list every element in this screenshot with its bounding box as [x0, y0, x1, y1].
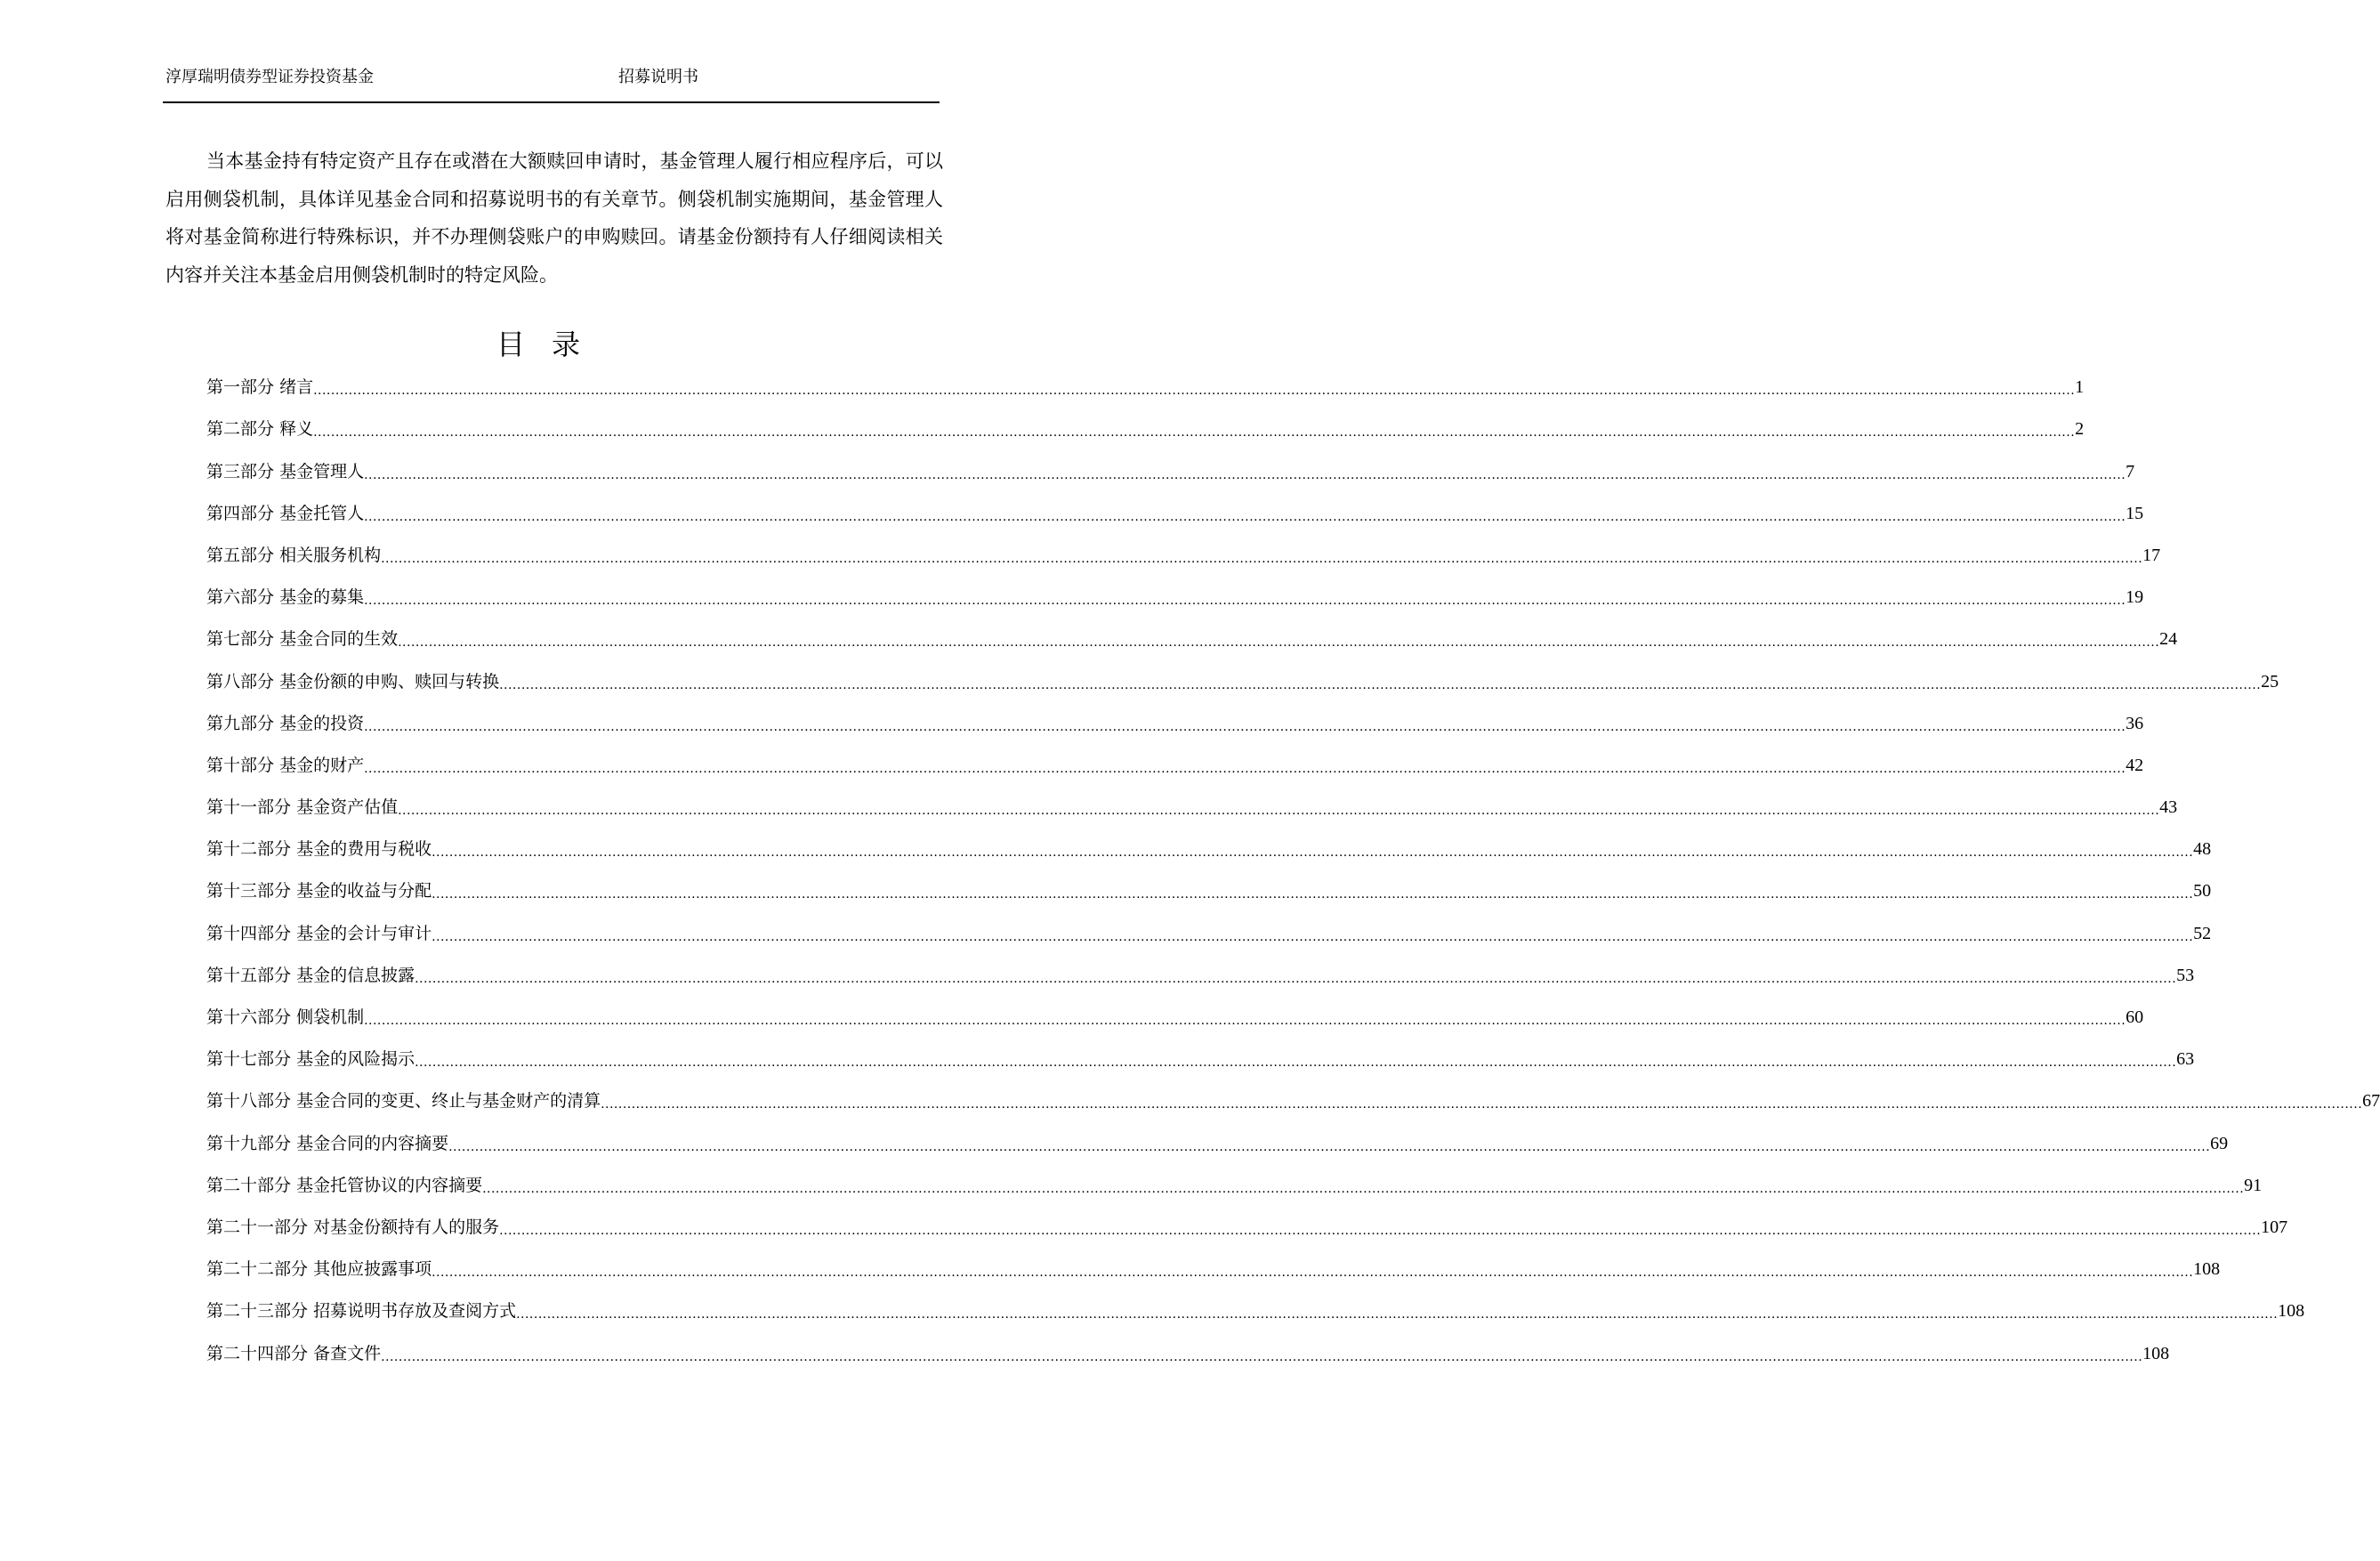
toc-entry-part: 第十七部分 [206, 1049, 292, 1070]
toc-entry-part: 第二十部分 [206, 1175, 292, 1195]
toc-entry-page: 67 [2362, 1091, 2380, 1112]
toc-entry-part: 第十八部分 [206, 1091, 292, 1112]
toc-entry-title: 基金的信息披露 [296, 965, 415, 985]
toc-entry-title: 绪言 [279, 377, 314, 398]
toc-leader-dots: ................................................................................................................................................................................................................................................................................................................................................................................................................ [313, 384, 2076, 399]
toc-entry-title: 基金合同的变更、终止与基金财产的清算 [296, 1091, 601, 1112]
toc-leader-dots: ................................................................................................................................................................................................................................................................................................................................................................................................................ [381, 551, 2143, 566]
toc-entry-title: 招募说明书存放及查阅方式 [313, 1301, 517, 1322]
toc-entry-page: 91 [2244, 1175, 2263, 1195]
toc-entry-title: 基金资产估值 [296, 797, 399, 818]
toc-entry-page: 107 [2261, 1217, 2288, 1237]
toc-entry[interactable] [206, 740, 2144, 781]
toc-entry[interactable] [206, 1117, 2229, 1159]
toc-entry-page: 42 [2126, 755, 2144, 775]
toc-leader-dots: ................................................................................................................................................................................................................................................................................................................................................................................................................ [398, 635, 2160, 651]
toc-entry-page: 17 [2142, 545, 2161, 565]
toc-leader-dots: ................................................................................................................................................................................................................................................................................................................................................................................................................ [364, 719, 2126, 734]
toc-entry[interactable] [206, 613, 2178, 655]
toc-entry-part: 第二十一部分 [206, 1217, 309, 1237]
toc-entry-title: 释义 [279, 419, 314, 440]
toc-entry-part: 第三部分 [206, 461, 275, 481]
toc-entry[interactable] [206, 1285, 2305, 1327]
toc-entry-page: 43 [2159, 797, 2178, 818]
toc-entry-part: 第二十三部分 [206, 1301, 309, 1322]
toc-leader-dots: ................................................................................................................................................................................................................................................................................................................................................................................................................ [432, 929, 2194, 944]
toc-entry-part: 第十二部分 [206, 839, 292, 860]
toc-entry-part: 第七部分 [206, 629, 275, 650]
toc-entry-page: 1 [2075, 377, 2085, 398]
toc-entry-title: 备查文件 [313, 1343, 382, 1363]
toc-entry-title: 相关服务机构 [279, 545, 382, 565]
toc-entry[interactable] [206, 1160, 2263, 1201]
toc-entry[interactable] [206, 403, 2085, 445]
toc-entry[interactable] [206, 361, 2085, 403]
toc-entry-page: 50 [2193, 881, 2212, 902]
toc-entry-part: 第十四部分 [206, 923, 292, 943]
toc-leader-dots: ................................................................................................................................................................................................................................................................................................................................................................................................................ [313, 425, 2076, 441]
header-fund-name: 淳厚瑞明债券型证券投资基金 [165, 68, 374, 86]
toc-entry-part: 第八部分 [206, 671, 275, 692]
toc-entry-part: 第六部分 [206, 587, 275, 608]
toc-entry-title: 基金托管协议的内容摘要 [296, 1175, 483, 1195]
toc-entry[interactable] [206, 1327, 2170, 1369]
toc-leader-dots: ................................................................................................................................................................................................................................................................................................................................................................................................................ [381, 1349, 2143, 1364]
toc-entry[interactable] [206, 571, 2144, 613]
toc-entry-part: 第二十二部分 [206, 1259, 309, 1280]
toc-entry-part: 第五部分 [206, 545, 275, 565]
toc-leader-dots: ................................................................................................................................................................................................................................................................................................................................................................................................................ [364, 594, 2126, 609]
intro-paragraph: 当本基金持有特定资产且存在或潜在大额赎回申请时，基金管理人履行相应程序后，可以启用侧袋机制，具体详见基金合同和招募说明书的有关章节。侧袋机制实施期间，基金管理人将对基金简称进行特殊标识，并不办理侧袋账户的申购赎回。请基金份额持有人仔细阅读相关内容并关注本基金启用侧袋机制时的特定风险。 [165, 150, 943, 286]
toc-entry-part: 第二十四部分 [206, 1343, 309, 1363]
toc-leader-dots: ................................................................................................................................................................................................................................................................................................................................................................................................................ [499, 677, 2262, 692]
toc-entry[interactable] [206, 698, 2144, 740]
toc-entry-title: 侧袋机制 [296, 1007, 365, 1027]
toc-leader-dots: ................................................................................................................................................................................................................................................................................................................................................................................................................ [415, 1055, 2177, 1071]
toc-entry-part: 第二部分 [206, 419, 275, 440]
toc-entry-page: 36 [2126, 713, 2144, 733]
toc-entry[interactable] [206, 823, 2212, 865]
toc-leader-dots: ................................................................................................................................................................................................................................................................................................................................................................................................................ [398, 804, 2160, 819]
toc-entry-title: 基金的风险揭示 [296, 1049, 415, 1070]
toc-leader-dots: ................................................................................................................................................................................................................................................................................................................................................................................................................ [364, 761, 2126, 776]
toc-entry[interactable] [206, 865, 2212, 907]
toc-entry-title: 基金份额的申购、赎回与转换 [279, 671, 500, 692]
toc-entry-part: 第十三部分 [206, 881, 292, 902]
toc-entry[interactable] [206, 907, 2212, 949]
toc-leader-dots: ................................................................................................................................................................................................................................................................................................................................................................................................................ [364, 1014, 2126, 1028]
toc-entry-page: 15 [2126, 503, 2144, 523]
toc-leader-dots: ................................................................................................................................................................................................................................................................................................................................................................................................................ [415, 971, 2177, 986]
toc-entry-part: 第九部分 [206, 713, 275, 733]
toc-leader-dots: ................................................................................................................................................................................................................................................................................................................................................................................................................ [482, 1181, 2245, 1196]
toc-entry[interactable] [206, 445, 2135, 487]
toc-entry-page: 108 [2193, 1259, 2221, 1280]
toc-entry-part: 第十五部分 [206, 965, 292, 985]
toc-leader-dots: ................................................................................................................................................................................................................................................................................................................................................................................................................ [364, 467, 2126, 482]
toc-leader-dots: ................................................................................................................................................................................................................................................................................................................................................................................................................ [432, 1266, 2194, 1281]
toc-entry[interactable] [206, 1243, 2221, 1285]
toc-entry[interactable] [206, 991, 2144, 1033]
toc-entry[interactable] [206, 1033, 2195, 1075]
toc-leader-dots: ................................................................................................................................................................................................................................................................................................................................................................................................................ [448, 1139, 2211, 1154]
toc-entry-title: 基金的投资 [279, 713, 365, 733]
toc-entry-part: 第十九部分 [206, 1133, 292, 1153]
toc-entry-page: 63 [2176, 1049, 2195, 1070]
toc-entry-title: 基金合同的内容摘要 [296, 1133, 449, 1153]
toc-entry-page: 19 [2126, 587, 2144, 608]
toc-entry-title: 基金的费用与税收 [296, 839, 432, 860]
toc-title: 目录 [496, 328, 607, 361]
toc-entry-title: 基金合同的生效 [279, 629, 399, 650]
toc-entry-title: 对基金份额持有人的服务 [313, 1217, 500, 1237]
toc-entry-title: 基金托管人 [279, 503, 365, 523]
toc-entry-page: 108 [2142, 1343, 2170, 1363]
toc-leader-dots: ................................................................................................................................................................................................................................................................................................................................................................................................................ [601, 1097, 2363, 1112]
toc-entry-part: 第十部分 [206, 755, 275, 775]
toc-leader-dots: ................................................................................................................................................................................................................................................................................................................................................................................................................ [364, 509, 2126, 524]
table-of-contents [206, 361, 2380, 1370]
toc-entry-page: 52 [2193, 923, 2212, 943]
toc-entry[interactable] [206, 1201, 2288, 1243]
toc-entry-page: 2 [2075, 419, 2085, 440]
toc-entry-page: 48 [2193, 839, 2212, 860]
toc-entry-part: 第十六部分 [206, 1007, 292, 1027]
header-doc-type: 招募说明书 [618, 68, 698, 86]
toc-entry-part: 第四部分 [206, 503, 275, 523]
header-rule [163, 101, 940, 103]
toc-entry[interactable] [206, 530, 2161, 571]
toc-leader-dots: ................................................................................................................................................................................................................................................................................................................................................................................................................ [432, 887, 2194, 902]
toc-entry-title: 基金管理人 [279, 461, 365, 481]
toc-entry-page: 69 [2210, 1133, 2229, 1153]
toc-entry-page: 7 [2126, 461, 2135, 481]
toc-entry-title: 基金的会计与审计 [296, 923, 432, 943]
toc-entry[interactable] [206, 950, 2195, 991]
toc-entry[interactable] [206, 655, 2279, 697]
toc-entry[interactable] [206, 488, 2144, 530]
toc-entry-page: 25 [2261, 671, 2279, 692]
toc-entry[interactable] [206, 781, 2178, 823]
toc-entry[interactable] [206, 1075, 2380, 1117]
toc-entry-title: 基金的收益与分配 [296, 881, 432, 902]
toc-entry-title: 基金的募集 [279, 587, 365, 608]
toc-leader-dots: ................................................................................................................................................................................................................................................................................................................................................................................................................ [432, 845, 2194, 861]
toc-leader-dots: ................................................................................................................................................................................................................................................................................................................................................................................................................ [499, 1223, 2262, 1238]
toc-entry-title: 其他应披露事项 [313, 1259, 432, 1280]
toc-entry-part: 第一部分 [206, 377, 275, 398]
toc-entry-title: 基金的财产 [279, 755, 365, 775]
toc-entry-page: 60 [2126, 1007, 2144, 1027]
toc-entry-page: 108 [2278, 1301, 2305, 1322]
toc-entry-part: 第十一部分 [206, 797, 292, 818]
toc-leader-dots: ................................................................................................................................................................................................................................................................................................................................................................................................................ [516, 1307, 2279, 1322]
toc-entry-page: 53 [2176, 965, 2195, 985]
toc-entry-page: 24 [2159, 629, 2178, 650]
